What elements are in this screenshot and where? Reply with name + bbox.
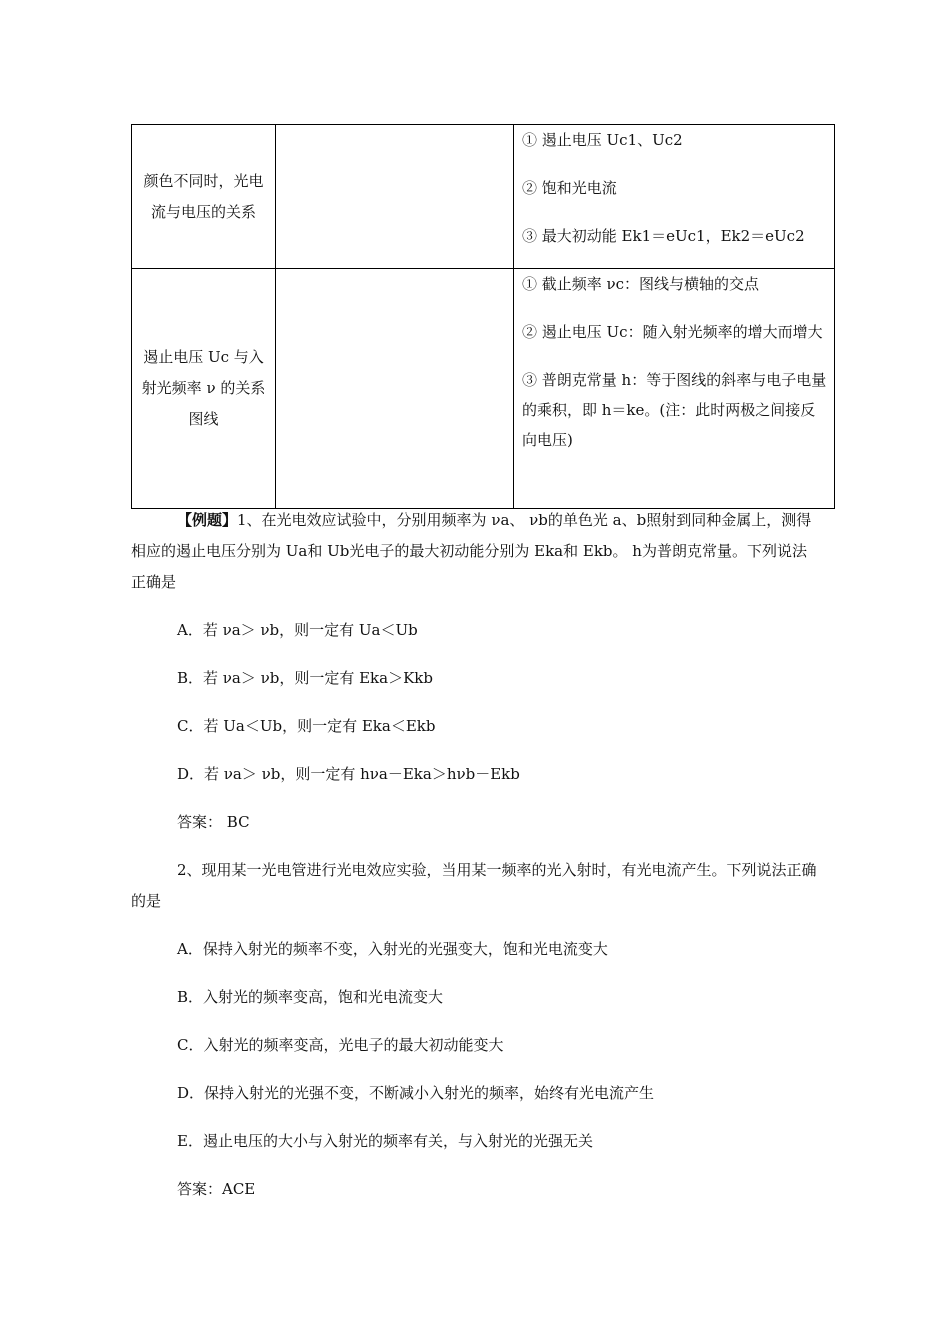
row-label: 颜色不同时，光电流与电压的关系 [143, 171, 264, 221]
row-label-cell [132, 125, 276, 269]
note-item: ① 遏止电压 Uc1、Uc2 [522, 131, 683, 149]
option-a: A．若 νa＞ νb，则一定有 Ua＜Ub [177, 621, 418, 639]
option-d: D．若 νa＞ νb，则一定有 hνa－Eka＞hνb－Ekb [177, 765, 520, 783]
option-c: C．若 Ua＜Ub，则一定有 Eka＜Ekb [177, 717, 436, 735]
question-text: 1、在光电效应试验中，分别用频率为 νa、 νb的单色光 a、b照射到同种金属上，测得相应的遏止电压分别为 Ua和 Ub光电子的最大初动能分别为 Eka和 Ekb。 h为普朗克常量。下列说法正确是 [131, 511, 812, 591]
question-stem: 2、现用某一光电管进行光电效应实验，当用某一频率的光入射时，有光电流产生。下列说法正确的是 [131, 861, 817, 910]
question-2 [131, 855, 819, 1205]
note-item: ① 截止频率 νc：图线与横轴的交点 [522, 275, 760, 293]
notes-cell [514, 125, 835, 269]
graph-cell [276, 269, 514, 509]
row-label: 遏止电压 Uc 与入射光频率 ν 的关系图线 [141, 348, 266, 428]
notes-cell [514, 269, 835, 509]
option-a: A．保持入射光的频率不变，入射光的光强变大，饱和光电流变大 [177, 940, 608, 958]
question-stem [131, 505, 819, 598]
table-row [132, 269, 835, 509]
option-b: B．若 νa＞ νb，则一定有 Eka＞Kkb [177, 669, 433, 687]
option-e: E．遏止电压的大小与入射光的频率有关，与入射光的光强无关 [177, 1132, 593, 1150]
answer-1: 答案： BC [177, 813, 250, 831]
comparison-table [131, 124, 835, 509]
question-1 [131, 505, 819, 838]
option-b: B．入射光的频率变高，饱和光电流变大 [177, 988, 444, 1006]
option-d: D．保持入射光的光强不变，不断减小入射光的频率，始终有光电流产生 [177, 1084, 655, 1102]
example-header: 【例题】 [177, 511, 238, 529]
note-item: ③ 普朗克常量 h：等于图线的斜率与电子电量的乘积，即 h＝ke。(注：此时两极之间接反向电压) [522, 371, 827, 449]
option-c: C．入射光的频率变高，光电子的最大初动能变大 [177, 1036, 504, 1054]
graph-cell [276, 125, 514, 269]
note-item: ② 饱和光电流 [522, 179, 617, 197]
note-item: ② 遏止电压 Uc：随入射光频率的增大而增大 [522, 323, 823, 341]
note-item: ③ 最大初动能 Ek1＝eUc1，Ek2＝eUc2 [522, 227, 805, 245]
row-label-cell [132, 269, 276, 509]
table-row [132, 125, 835, 269]
answer-2: 答案：ACE [177, 1180, 256, 1198]
